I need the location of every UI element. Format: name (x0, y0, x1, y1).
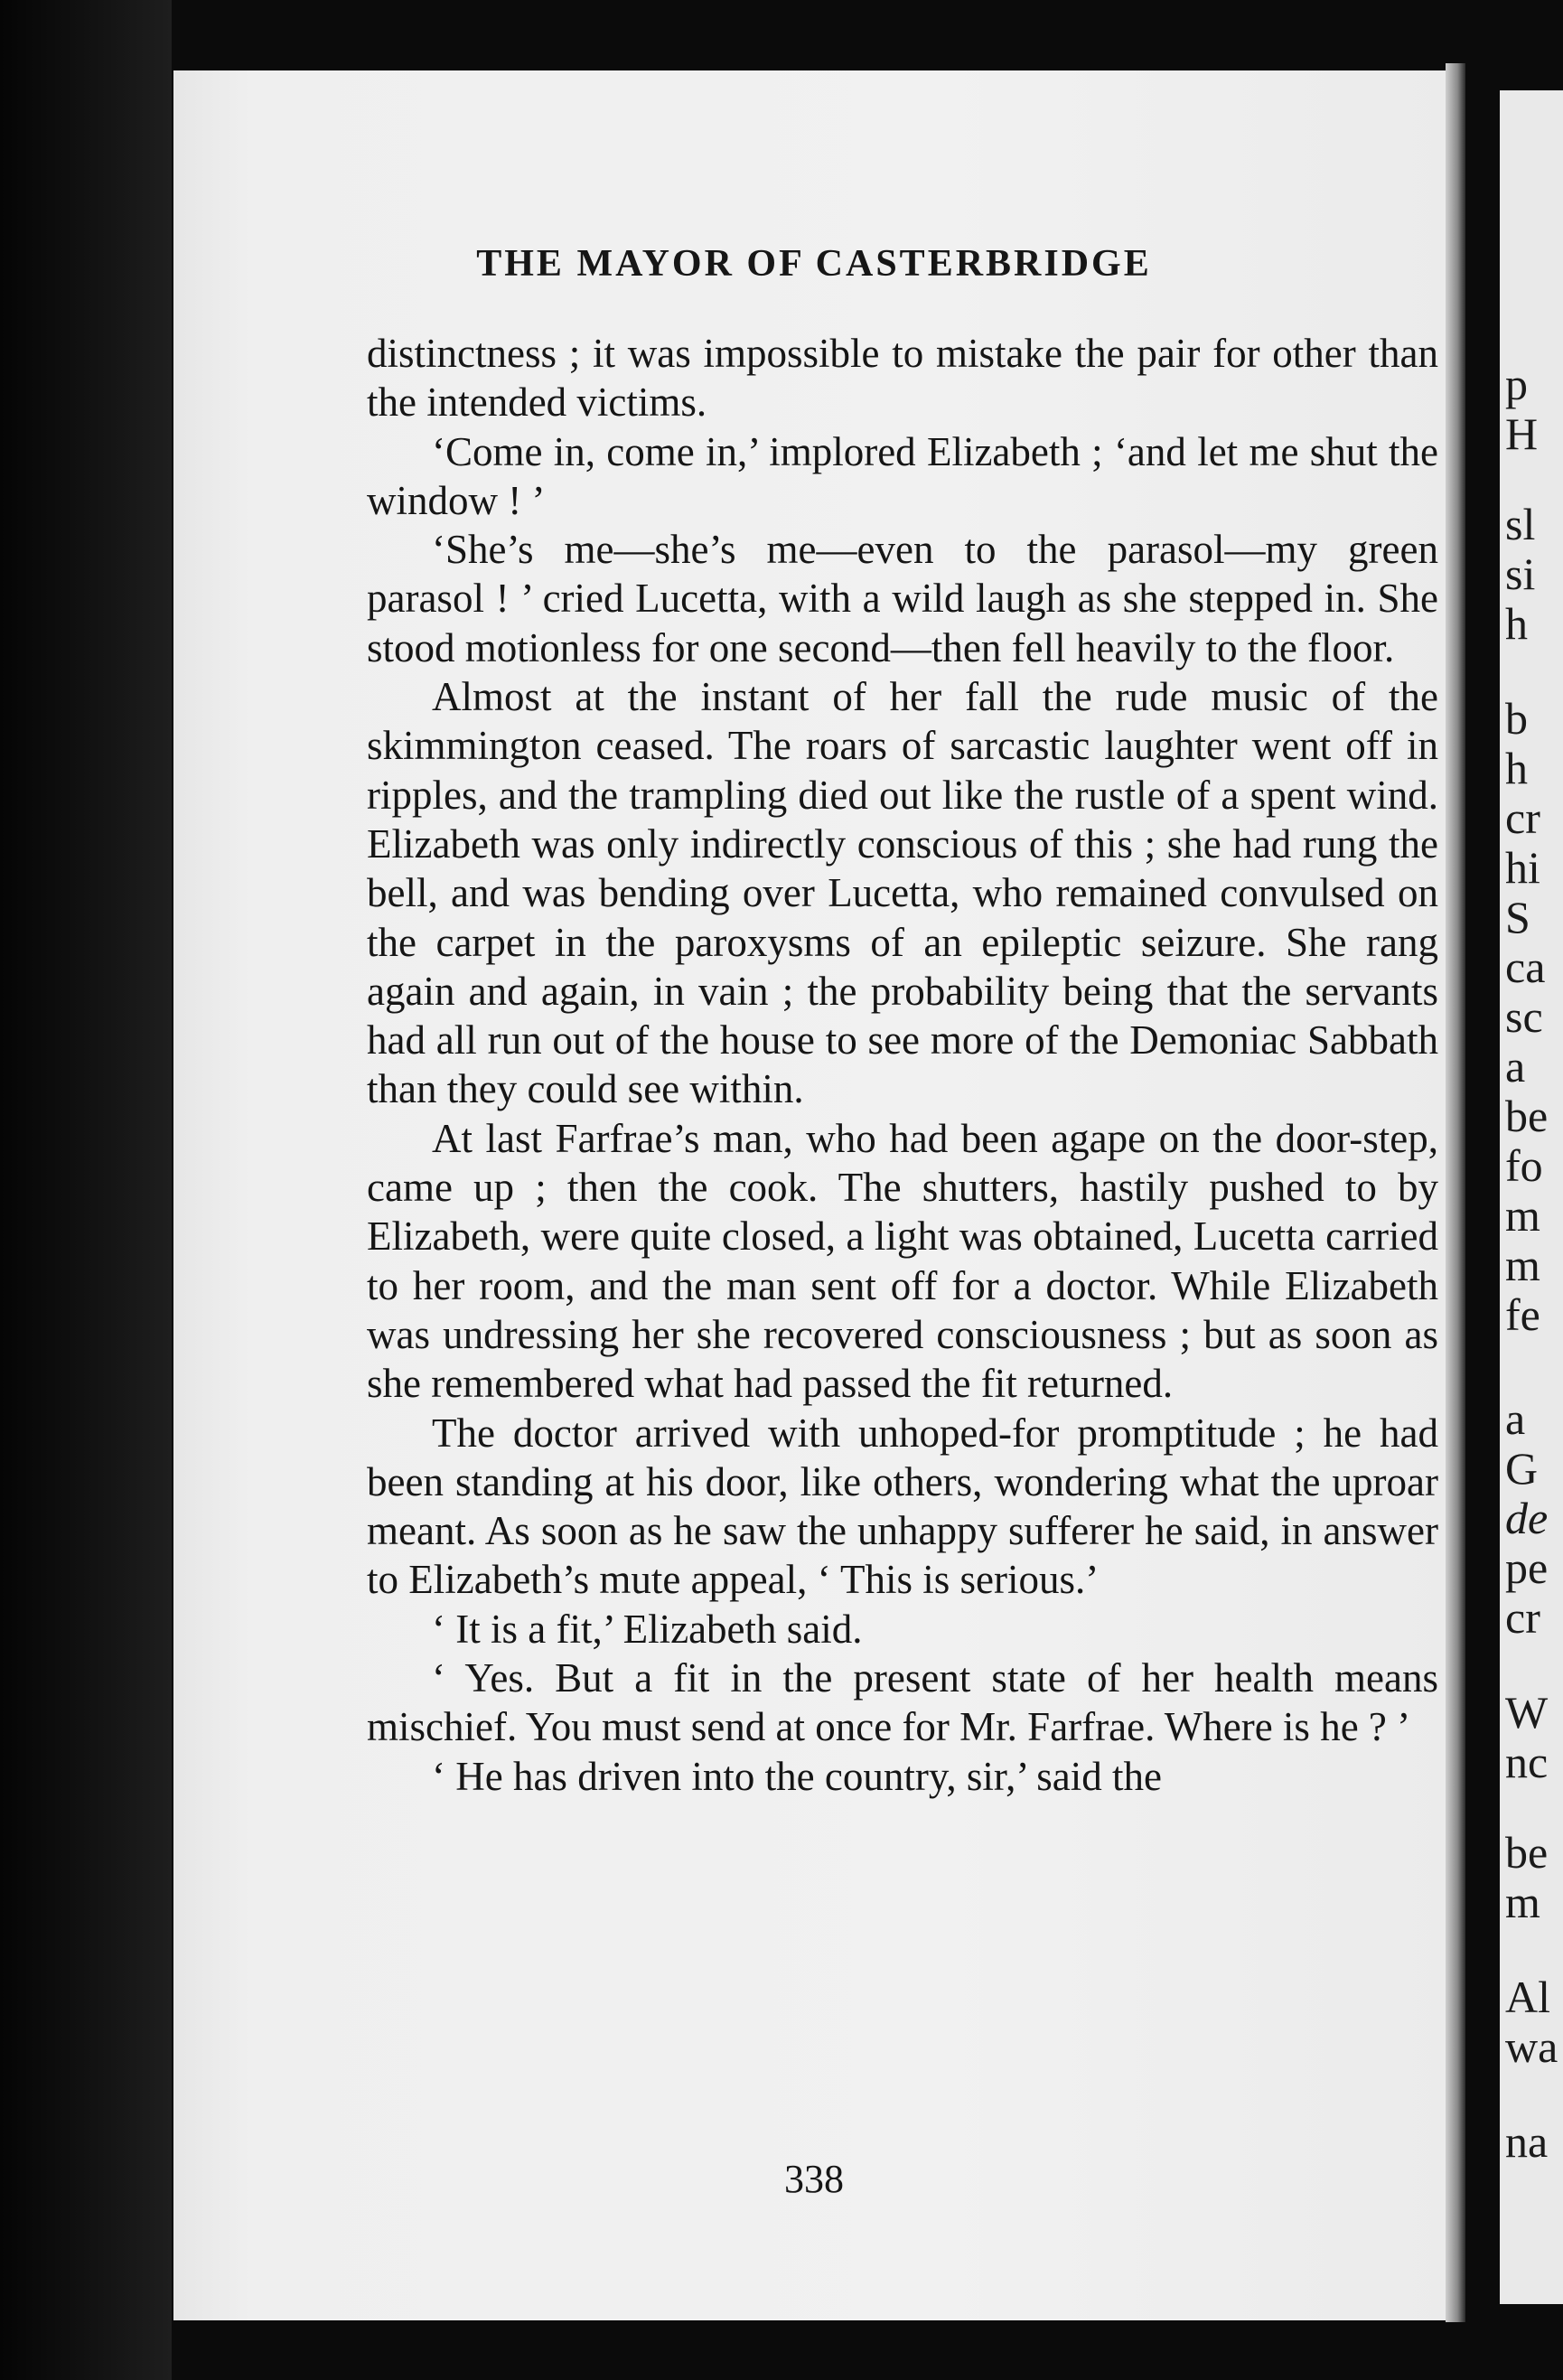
facing-page-fragment: be (1505, 1091, 1549, 1141)
facing-page-fragment: b (1505, 693, 1528, 744)
facing-page-fragment: S (1505, 892, 1530, 942)
facing-page-fragment: ca (1505, 942, 1546, 992)
facing-page-fragment: be (1505, 1827, 1549, 1878)
facing-page (1500, 90, 1563, 2304)
facing-page-fragment: h (1505, 598, 1528, 649)
facing-page-fragment: nc (1505, 1737, 1549, 1787)
paragraph: ‘ It is a fit,’ Elizabeth said. (432, 1606, 863, 1652)
paragraph: ‘Come in, come in,’ implored Elizabeth ; ‘and let me shut the window ! ’ (367, 428, 1438, 523)
paragraph: ‘ He has driven into the country, sir,’ said the (432, 1753, 1162, 1799)
running-head: THE MAYOR OF CASTERBRIDGE (476, 243, 1152, 285)
facing-page-fragment: de (1505, 1493, 1549, 1543)
facing-page-fragment: wa (1505, 2021, 1558, 2072)
paragraph: Almost at the instant of her fall the rude music of the skimmington ceased. The roars of sarcastic laughter went off in ripples, and the trampling died out like the rustle of a spent wind. Elizabeth was only indirectly conscious of this ; she had rung the bell, and was bending over Lucetta, who remained convulsed on the carpet in the paroxysms of an epileptic seizure. She rang again and again, in vain ; the probability being that the servants had all run out of the house to see more of the Demoniac Sabbath than they could see within. (367, 674, 1438, 1112)
page-edge (1446, 63, 1465, 2322)
facing-page-fragment: a (1505, 1393, 1526, 1444)
facing-page-fragment: fe (1505, 1289, 1540, 1340)
facing-page-fragment: p (1505, 359, 1528, 409)
facing-page-fragment: cr (1505, 792, 1540, 843)
facing-page-fragment: cr (1505, 1592, 1540, 1643)
facing-page-fragment: fo (1505, 1140, 1543, 1191)
facing-page-fragment: G (1505, 1443, 1539, 1494)
facing-page-fragment: pe (1505, 1542, 1549, 1593)
paragraph: The doctor arrived with unhoped-for promptitude ; he had been standing at his door, like others, wondering what the uproar meant. As soon as he saw the unhappy sufferer he said, in answer to Elizabeth’s mute appeal, ‘ This is serious.’ (367, 1410, 1438, 1603)
facing-page-fragment: hi (1505, 842, 1540, 893)
facing-page-fragment: W (1505, 1687, 1549, 1738)
facing-page-fragment: si (1505, 548, 1536, 599)
page-number: 338 (784, 2157, 844, 2201)
body-text (367, 329, 1438, 1801)
facing-page-fragment: a (1505, 1041, 1526, 1092)
paragraph: ‘She’s me—she’s me—even to the parasol—my green parasol ! ’ cried Lucetta, with a wild laugh as she stepped in. She stood motionless for one second—then fell heavily to the floor. (367, 527, 1438, 670)
paragraph: ‘ Yes. But a fit in the present state of her health means mischief. You must send at once for Mr. Farfrae. Where is he ? ’ (367, 1655, 1438, 1750)
facing-page-fragment: sc (1505, 991, 1543, 1042)
facing-page-fragment: m (1505, 1240, 1540, 1290)
facing-page-fragment: h (1505, 743, 1528, 793)
paragraph: At last Farfrae’s man, who had been agape on the door-step, came up ; then the cook. The shutters, hastily pushed to by Elizabeth, were quite closed, a light was obtained, Lucetta carried to her room, and the man sent off for a doctor. While Elizabeth was undressing her she recovered consciousness ; but as soon as she remembered what had passed the fit returned. (367, 1115, 1438, 1407)
paragraph: distinctness ; it was impossible to mistake the pair for other than the intended victims. (367, 331, 1438, 426)
binding-shadow (0, 0, 172, 2380)
facing-page-fragment: na (1505, 2116, 1549, 2167)
facing-page-fragment: sl (1505, 499, 1536, 549)
facing-page-fragment: H (1505, 408, 1539, 459)
facing-page-fragment: m (1505, 1190, 1540, 1241)
facing-page-fragment: Al (1505, 1972, 1550, 2022)
facing-page-fragment: m (1505, 1877, 1540, 1927)
